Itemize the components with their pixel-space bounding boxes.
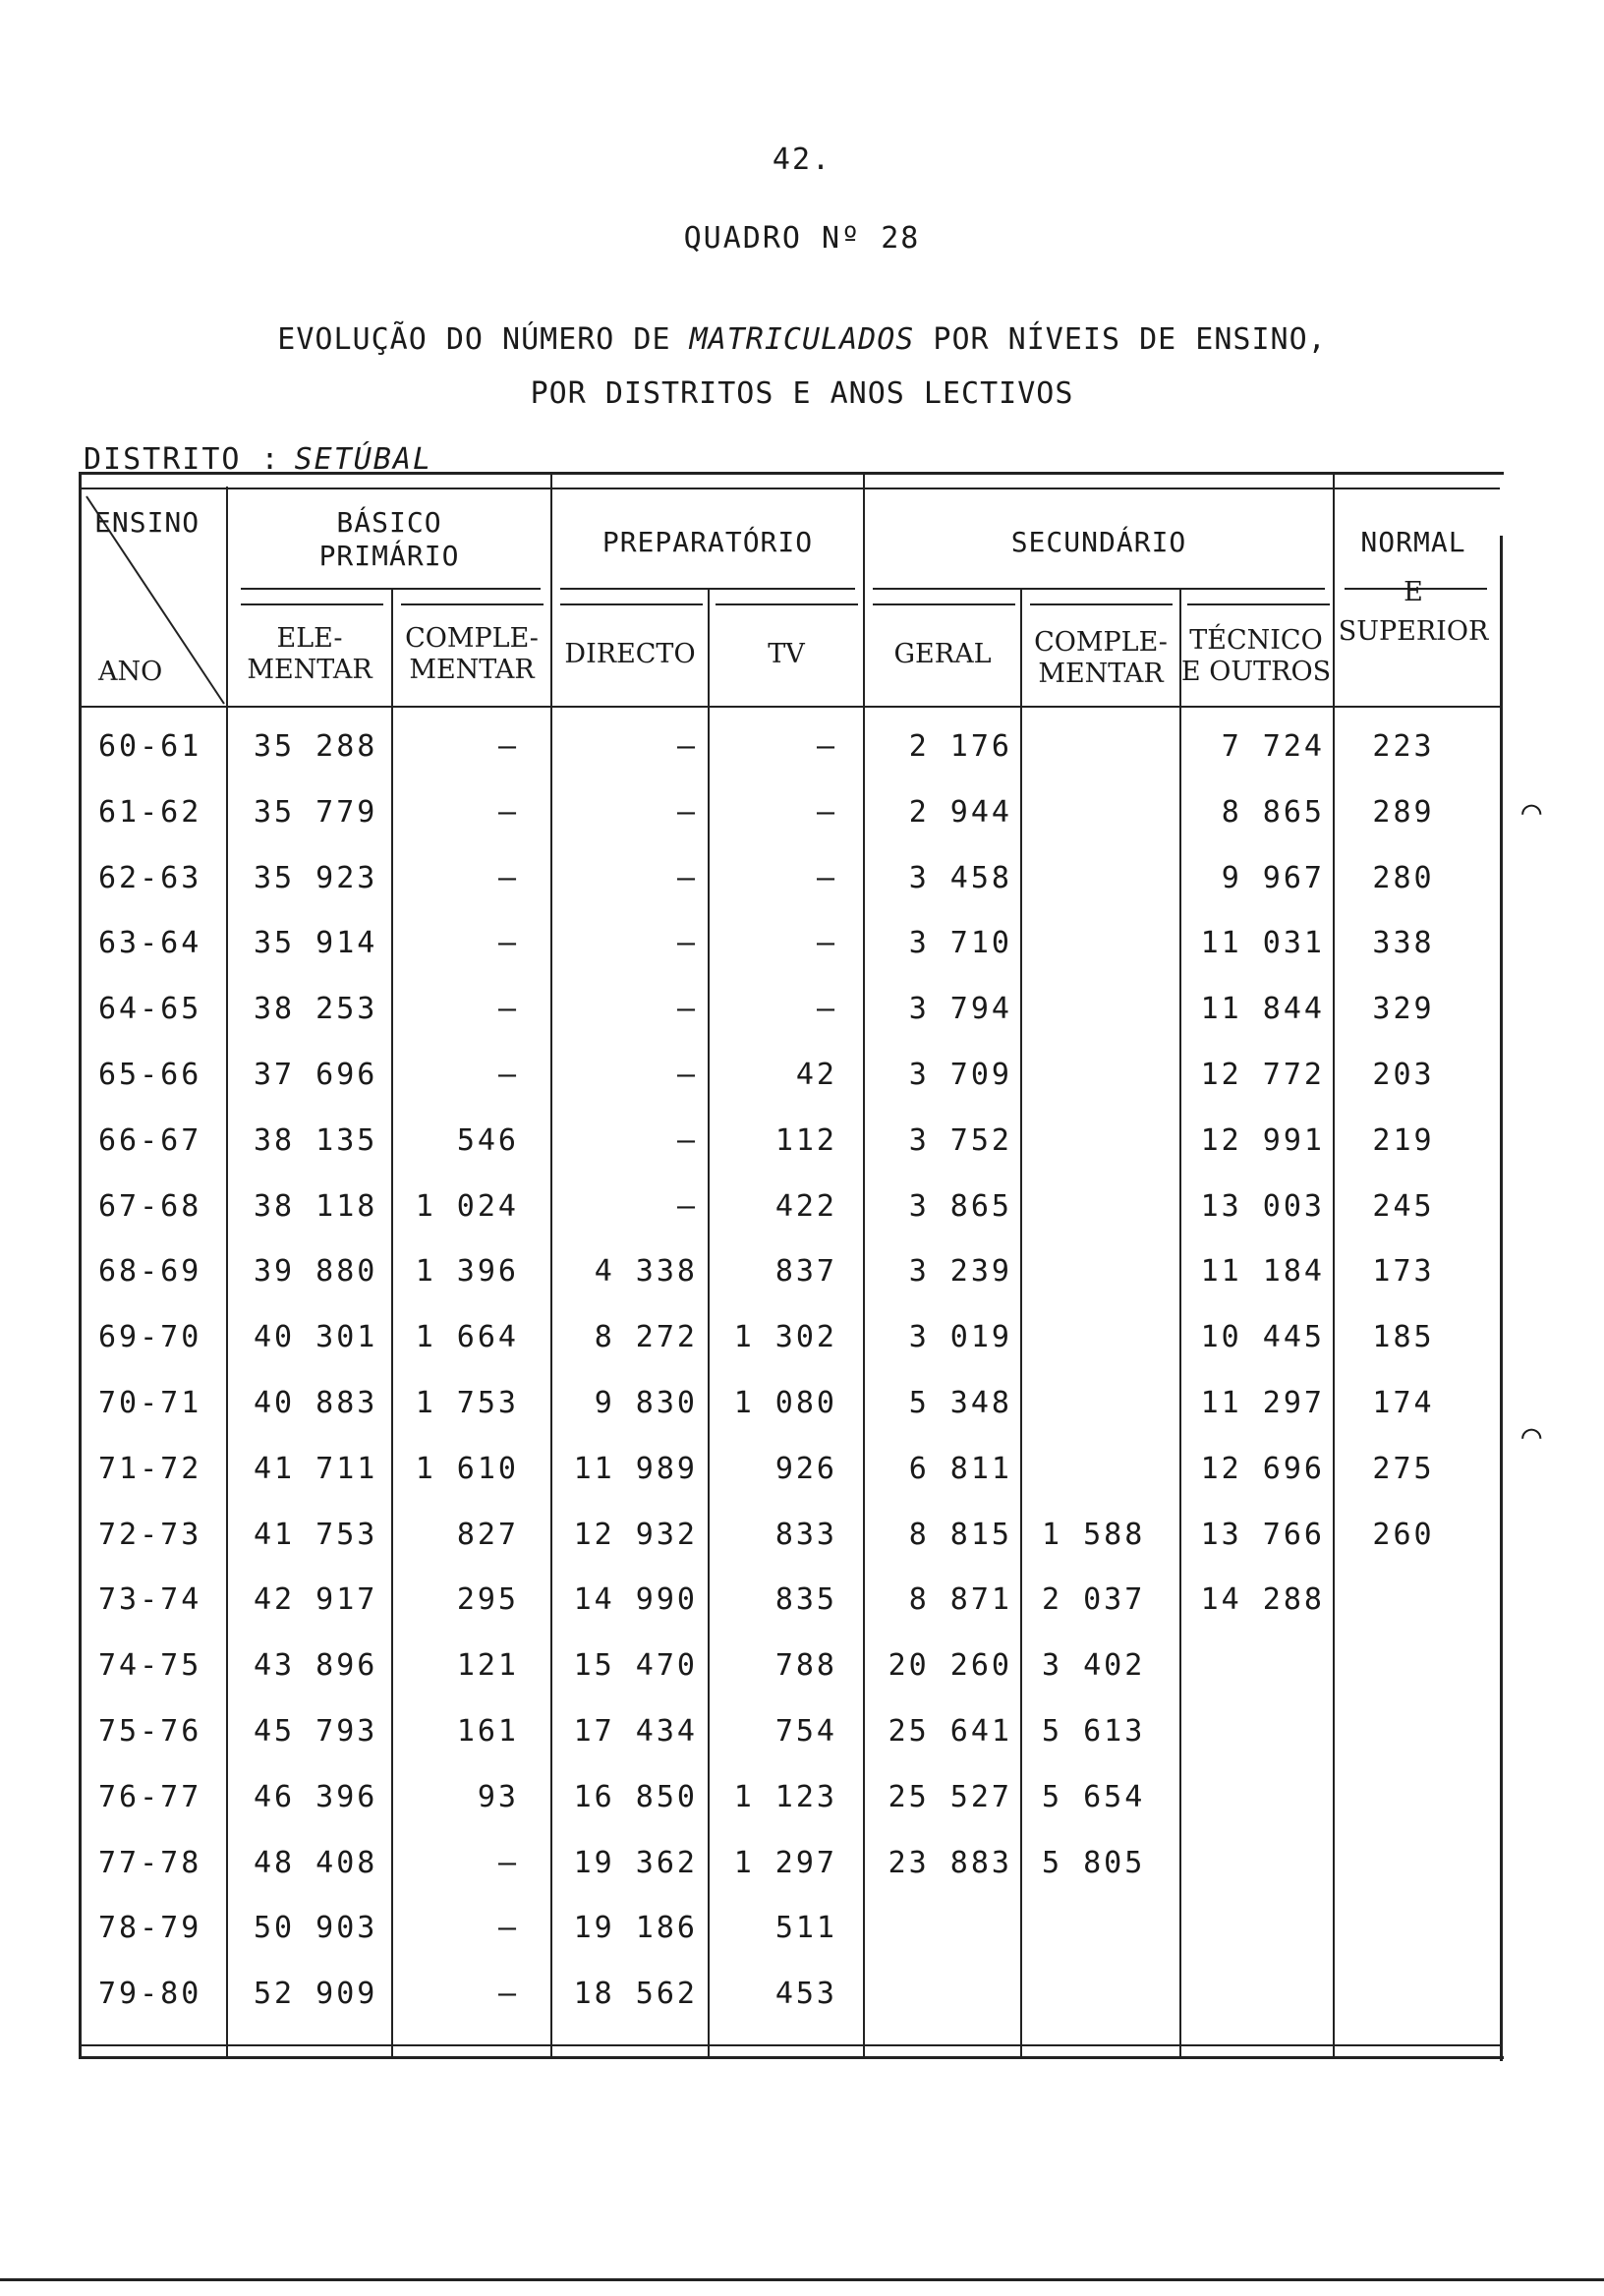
cell-tecnico: 13 766 xyxy=(1200,1518,1325,1552)
cell-tv: 422 xyxy=(774,1189,837,1224)
cell-geral: 25 641 xyxy=(888,1714,1012,1749)
cell-normal: 173 xyxy=(1372,1254,1435,1289)
cell-elementar: 38 118 xyxy=(254,1189,378,1224)
header-complementar-l2: MENTAR xyxy=(409,655,535,686)
cell-sec-complementar xyxy=(1042,1056,1160,1095)
cell-directo: — xyxy=(676,1058,698,1092)
margin-mark-lower: ⌒ xyxy=(1521,1415,1542,1455)
cell-geral: 6 811 xyxy=(908,1452,1012,1486)
cell-tecnico: 14 288 xyxy=(1200,1582,1325,1617)
cell-sec-complementar xyxy=(1042,1187,1160,1227)
cell-complementar: 1 753 xyxy=(415,1386,519,1420)
cell-normal: 275 xyxy=(1372,1452,1435,1486)
cell-tecnico: 10 445 xyxy=(1200,1320,1325,1354)
cell-ano: 61-62 xyxy=(98,795,202,830)
cell-directo: 4 338 xyxy=(594,1254,698,1289)
cell-directo: — xyxy=(676,795,698,830)
cell-ano: 60-61 xyxy=(98,729,202,764)
cell-ano: 79-80 xyxy=(98,1977,202,2011)
cell-normal: 203 xyxy=(1372,1058,1435,1092)
cell-directo: 12 932 xyxy=(573,1518,698,1552)
cell-geral: 3 794 xyxy=(908,992,1012,1026)
cell-elementar: 35 779 xyxy=(254,795,378,830)
cell-normal: 223 xyxy=(1372,729,1435,764)
header-secundario: SECUNDÁRIO xyxy=(1010,526,1187,558)
cell-tv: 1 297 xyxy=(733,1846,837,1880)
cell-tv: 754 xyxy=(774,1714,837,1749)
cell-geral: 20 260 xyxy=(888,1648,1012,1683)
cell-directo: — xyxy=(676,1123,698,1158)
cell-tv: 788 xyxy=(774,1648,837,1683)
cell-elementar: 42 917 xyxy=(254,1582,378,1617)
cell-geral xyxy=(865,1909,1012,1948)
cell-tv: — xyxy=(816,729,837,764)
header-tecnico-l1: TÉCNICO xyxy=(1189,625,1323,656)
header-sec-complementar-l1: COMPLE- xyxy=(1034,627,1168,658)
cell-tv: — xyxy=(816,926,837,960)
cell-tecnico: 11 297 xyxy=(1200,1386,1325,1420)
cell-geral: 3 239 xyxy=(908,1254,1012,1289)
header-elementar-l1: ELE- xyxy=(276,623,343,654)
cell-tv: — xyxy=(816,861,837,895)
cell-sec-complementar xyxy=(1042,793,1160,832)
cell-geral: 3 458 xyxy=(908,861,1012,895)
header-directo: DIRECTO xyxy=(564,639,696,669)
cell-geral: 3 710 xyxy=(908,926,1012,960)
title-part-emphasis: MATRICULADOS xyxy=(689,322,915,357)
cell-elementar: 52 909 xyxy=(254,1977,378,2011)
cell-normal: 280 xyxy=(1372,861,1435,895)
cell-tecnico: 12 991 xyxy=(1200,1123,1325,1158)
cell-complementar: — xyxy=(497,729,519,764)
cell-tecnico xyxy=(1179,1646,1325,1686)
cell-normal: 329 xyxy=(1372,992,1435,1026)
cell-sec-complementar xyxy=(1042,1252,1160,1292)
cell-ano: 75-76 xyxy=(98,1714,202,1749)
cell-tecnico xyxy=(1179,1844,1325,1883)
cell-normal: 289 xyxy=(1372,795,1435,830)
cell-elementar: 35 288 xyxy=(254,729,378,764)
header-geral: GERAL xyxy=(893,639,992,669)
cell-sec-complementar: 1 588 xyxy=(1042,1518,1146,1552)
header-tv: TV xyxy=(768,639,805,669)
cell-complementar: — xyxy=(497,1846,519,1880)
cell-directo: — xyxy=(676,861,698,895)
cell-directo: 14 990 xyxy=(573,1582,698,1617)
cell-complementar: 161 xyxy=(456,1714,519,1749)
cell-complementar: — xyxy=(497,861,519,895)
cell-ano: 77-78 xyxy=(98,1846,202,1880)
cell-elementar: 37 696 xyxy=(254,1058,378,1092)
cell-ano: 67-68 xyxy=(98,1189,202,1224)
cell-tecnico: 9 967 xyxy=(1221,861,1325,895)
cell-elementar: 35 914 xyxy=(254,926,378,960)
title-part-pre: EVOLUÇÃO DO NÚMERO DE xyxy=(277,322,690,357)
header-basico-l2: PRIMÁRIO xyxy=(318,539,460,572)
cell-elementar: 35 923 xyxy=(254,861,378,895)
header-normal xyxy=(1327,526,1500,648)
header-sec-complementar xyxy=(1022,627,1179,691)
cell-ano: 72-73 xyxy=(98,1518,202,1552)
cell-ano: 68-69 xyxy=(98,1254,202,1289)
cell-elementar: 39 880 xyxy=(254,1254,378,1289)
title-part-post: POR NÍVEIS DE ENSINO, xyxy=(914,322,1327,357)
cell-directo: — xyxy=(676,926,698,960)
cell-directo: — xyxy=(676,729,698,764)
cell-sec-complementar: 2 037 xyxy=(1042,1582,1146,1617)
cell-sec-complementar: 3 402 xyxy=(1042,1648,1146,1683)
cell-tecnico xyxy=(1179,1975,1325,2014)
cell-tv: 833 xyxy=(774,1518,837,1552)
table-title-line-2: POR DISTRITOS E ANOS LECTIVOS xyxy=(530,376,1074,411)
cell-directo: 15 470 xyxy=(573,1648,698,1683)
cell-normal xyxy=(1354,1778,1453,1817)
cell-directo: 17 434 xyxy=(573,1714,698,1749)
cell-tecnico: 7 724 xyxy=(1221,729,1325,764)
cell-normal: 219 xyxy=(1372,1123,1435,1158)
cell-elementar: 50 903 xyxy=(254,1911,378,1945)
cell-geral: 2 944 xyxy=(908,795,1012,830)
cell-tecnico: 12 696 xyxy=(1200,1452,1325,1486)
margin-mark-upper: ⌒ xyxy=(1521,791,1542,831)
cell-sec-complementar xyxy=(1042,1975,1160,2014)
page-bottom-rule xyxy=(0,2278,1604,2281)
cell-ano: 62-63 xyxy=(98,861,202,895)
cell-complementar: 1 024 xyxy=(415,1189,519,1224)
cell-geral: 3 752 xyxy=(908,1123,1012,1158)
header-tecnico xyxy=(1179,625,1333,689)
cell-geral: 3 865 xyxy=(908,1189,1012,1224)
cell-complementar: 295 xyxy=(456,1582,519,1617)
cell-complementar: 1 396 xyxy=(415,1254,519,1289)
cell-normal xyxy=(1354,1646,1453,1686)
cell-ano: 64-65 xyxy=(98,992,202,1026)
cell-geral: 5 348 xyxy=(908,1386,1012,1420)
cell-geral: 23 883 xyxy=(888,1846,1012,1880)
header-basico-l1: BÁSICO xyxy=(336,506,442,539)
header-elementar xyxy=(228,623,391,687)
cell-elementar: 46 396 xyxy=(254,1780,378,1814)
cell-ano: 63-64 xyxy=(98,926,202,960)
cell-normal: 185 xyxy=(1372,1320,1435,1354)
cell-ano: 76-77 xyxy=(98,1780,202,1814)
cell-directo: 19 186 xyxy=(573,1911,698,1945)
cell-elementar: 43 896 xyxy=(254,1648,378,1683)
cell-tv: 1 302 xyxy=(733,1320,837,1354)
page-number: 42. xyxy=(772,143,832,177)
cell-normal: 338 xyxy=(1372,926,1435,960)
cell-geral: 25 527 xyxy=(888,1780,1012,1814)
cell-directo: — xyxy=(676,992,698,1026)
cell-sec-complementar xyxy=(1042,1318,1160,1357)
cell-normal xyxy=(1354,1844,1453,1883)
cell-normal xyxy=(1354,1712,1453,1751)
cell-tv: 835 xyxy=(774,1582,837,1617)
header-sec-complementar-l2: MENTAR xyxy=(1038,659,1164,690)
cell-complementar: — xyxy=(497,1058,519,1092)
cell-elementar: 38 253 xyxy=(254,992,378,1026)
cell-directo: 19 362 xyxy=(573,1846,698,1880)
header-basico-primario xyxy=(228,506,550,572)
cell-complementar: — xyxy=(497,926,519,960)
cell-normal: 245 xyxy=(1372,1189,1435,1224)
cell-normal xyxy=(1354,1580,1453,1620)
cell-directo: — xyxy=(676,1189,698,1224)
cell-tecnico: 11 184 xyxy=(1200,1254,1325,1289)
cell-geral: 2 176 xyxy=(908,729,1012,764)
cell-normal xyxy=(1354,1909,1453,1948)
cell-normal xyxy=(1354,1975,1453,2014)
cell-ano: 66-67 xyxy=(98,1123,202,1158)
cell-tv: — xyxy=(816,795,837,830)
cell-sec-complementar xyxy=(1042,1909,1160,1948)
cell-elementar: 40 883 xyxy=(254,1386,378,1420)
cell-elementar: 45 793 xyxy=(254,1714,378,1749)
cell-ano: 78-79 xyxy=(98,1911,202,1945)
header-complementar xyxy=(393,623,550,687)
cell-complementar: 93 xyxy=(477,1780,519,1814)
cell-tecnico: 11 844 xyxy=(1200,992,1325,1026)
cell-tv: 1 123 xyxy=(733,1780,837,1814)
cell-directo: 16 850 xyxy=(573,1780,698,1814)
cell-tv: 926 xyxy=(774,1452,837,1486)
header-normal-l3: SUPERIOR xyxy=(1338,615,1489,647)
header-normal-l1: NORMAL xyxy=(1360,526,1466,558)
cell-directo: 11 989 xyxy=(573,1452,698,1486)
cell-tecnico: 13 003 xyxy=(1200,1189,1325,1224)
cell-sec-complementar: 5 805 xyxy=(1042,1846,1146,1880)
cell-tv: 837 xyxy=(774,1254,837,1289)
header-elementar-l2: MENTAR xyxy=(247,655,372,686)
cell-complementar: — xyxy=(497,795,519,830)
table-number: QUADRO Nº 28 xyxy=(683,221,921,256)
cell-tv: 1 080 xyxy=(733,1386,837,1420)
cell-tv: 112 xyxy=(774,1123,837,1158)
cell-sec-complementar xyxy=(1042,1450,1160,1489)
cell-elementar: 48 408 xyxy=(254,1846,378,1880)
cell-geral: 8 871 xyxy=(908,1582,1012,1617)
cell-geral xyxy=(865,1975,1012,2014)
cell-elementar: 41 753 xyxy=(254,1518,378,1552)
cell-elementar: 40 301 xyxy=(254,1320,378,1354)
cell-tecnico: 8 865 xyxy=(1221,795,1325,830)
cell-normal: 260 xyxy=(1372,1518,1435,1552)
cell-directo: 9 830 xyxy=(594,1386,698,1420)
cell-tv: — xyxy=(816,992,837,1026)
cell-geral: 3 019 xyxy=(908,1320,1012,1354)
cell-sec-complementar xyxy=(1042,859,1160,898)
header-ensino: ENSINO xyxy=(94,506,200,539)
cell-sec-complementar xyxy=(1042,727,1160,767)
cell-ano: 69-70 xyxy=(98,1320,202,1354)
cell-sec-complementar xyxy=(1042,924,1160,963)
cell-sec-complementar xyxy=(1042,1384,1160,1423)
cell-elementar: 38 135 xyxy=(254,1123,378,1158)
header-preparatorio: PREPARATÓRIO xyxy=(602,526,814,558)
cell-ano: 73-74 xyxy=(98,1582,202,1617)
cell-complementar: 1 664 xyxy=(415,1320,519,1354)
cell-complementar: — xyxy=(497,992,519,1026)
cell-tv: 511 xyxy=(774,1911,837,1945)
cell-ano: 70-71 xyxy=(98,1386,202,1420)
cell-complementar: — xyxy=(497,1977,519,2011)
cell-elementar: 41 711 xyxy=(254,1452,378,1486)
cell-tecnico xyxy=(1179,1778,1325,1817)
cell-ano: 71-72 xyxy=(98,1452,202,1486)
cell-tecnico xyxy=(1179,1712,1325,1751)
cell-sec-complementar xyxy=(1042,1121,1160,1161)
cell-tecnico xyxy=(1179,1909,1325,1948)
cell-geral: 8 815 xyxy=(908,1518,1012,1552)
header-normal-l2: E xyxy=(1404,576,1423,607)
header-complementar-l1: COMPLE- xyxy=(405,623,539,654)
cell-sec-complementar xyxy=(1042,990,1160,1029)
cell-sec-complementar: 5 613 xyxy=(1042,1714,1146,1749)
cell-directo: 8 272 xyxy=(594,1320,698,1354)
cell-complementar: — xyxy=(497,1911,519,1945)
cell-tv: 42 xyxy=(795,1058,837,1092)
cell-normal: 174 xyxy=(1372,1386,1435,1420)
cell-complementar: 1 610 xyxy=(415,1452,519,1486)
header-tecnico-l2: E OUTROS xyxy=(1180,657,1332,688)
cell-tecnico: 11 031 xyxy=(1200,926,1325,960)
cell-complementar: 827 xyxy=(456,1518,519,1552)
header-ano: ANO xyxy=(98,657,163,687)
cell-complementar: 121 xyxy=(456,1648,519,1683)
district-name: SETÚBAL xyxy=(294,442,433,477)
cell-complementar: 546 xyxy=(456,1123,519,1158)
cell-geral: 3 709 xyxy=(908,1058,1012,1092)
cell-tv: 453 xyxy=(774,1977,837,2011)
cell-ano: 65-66 xyxy=(98,1058,202,1092)
cell-ano: 74-75 xyxy=(98,1648,202,1683)
cell-sec-complementar: 5 654 xyxy=(1042,1780,1146,1814)
cell-tecnico: 12 772 xyxy=(1200,1058,1325,1092)
district-label: DISTRITO : xyxy=(84,442,281,477)
cell-directo: 18 562 xyxy=(573,1977,698,2011)
